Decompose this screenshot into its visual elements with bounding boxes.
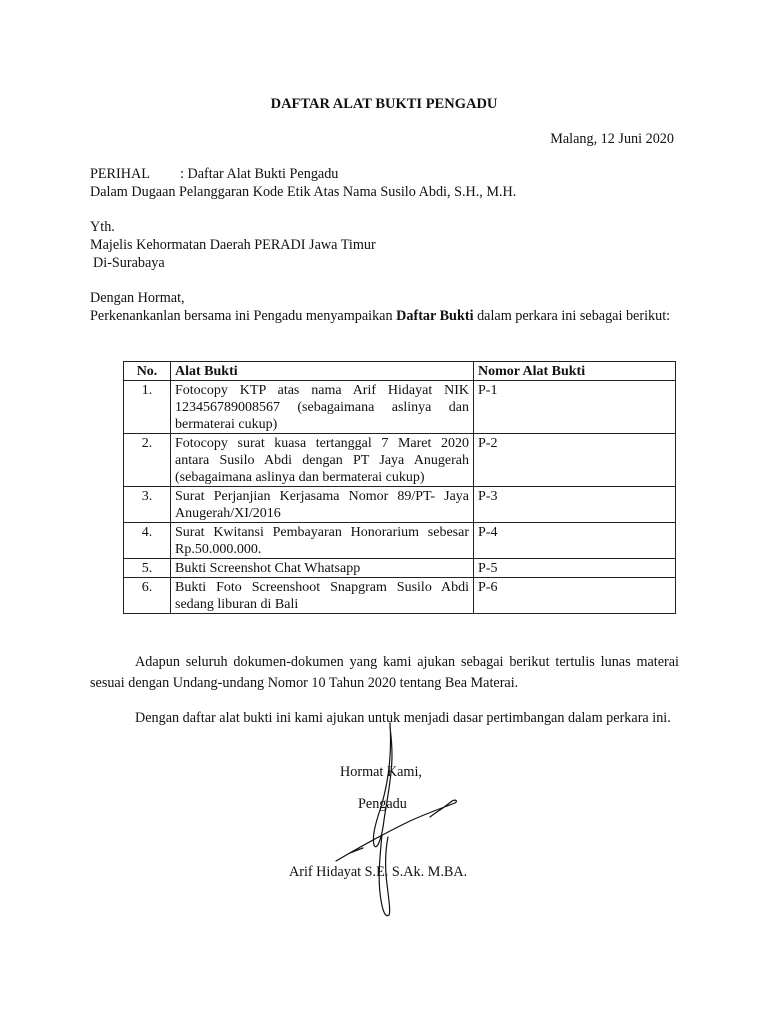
row-evidence: Fotocopy surat kuasa tertanggal 7 Maret 2020 antara Susilo Abdi dengan PT Jaya Anugerah (sebagaimana aslinya dan bermaterai cukup) (171, 434, 474, 487)
row-evidence: Surat Perjanjian Kerjasama Nomor 89/PT- Jaya Anugerah/XI/2016 (171, 487, 474, 523)
stamp-duty-paragraph: Adapun seluruh dokumen-dokumen yang kami ajukan sebagai berikut tertulis lunas materai sesuai dengan Undang-undang Nomor 10 Tahun 2020 tentang Bea Materai. (90, 654, 679, 691)
closing-salutation: Hormat Kami, (340, 764, 422, 780)
intro-text-start: Perkenankanlan bersama ini Pengadu menyampaikan (90, 308, 397, 324)
row-number: 2. (124, 434, 171, 487)
row-number: 3. (124, 487, 171, 523)
table-header-row (124, 362, 676, 381)
table-row (124, 434, 676, 487)
signature-loop-stroke (373, 723, 392, 847)
handwritten-signature (330, 715, 470, 925)
row-evidence: Bukti Screenshot Chat Whatsapp (171, 559, 474, 578)
row-evidence: Fotocopy KTP atas nama Arif Hidayat NIK 123456789008567 (sebagaimana aslinya dan bermaterai cukup) (171, 381, 474, 434)
row-number: 6. (124, 578, 171, 614)
table-row (124, 559, 676, 578)
recipient-salutation: Yth. (90, 219, 115, 235)
perihal-label: PERIHAL (90, 166, 150, 182)
row-evidence: Surat Kwitansi Pembayaran Honorarium sebesar Rp.50.000.000. (171, 523, 474, 559)
document-title: DAFTAR ALAT BUKTI PENGADU (270, 96, 498, 112)
row-evidence-code: P-3 (474, 487, 676, 523)
recipient-name: Majelis Kehormatan Daerah PERADI Jawa Timur (90, 237, 376, 253)
closing-paragraph: Dengan daftar alat bukti ini kami ajukan untuk menjadi dasar pertimbangan dalam perkara ini. (135, 710, 671, 726)
header-nomor-alat-bukti: Nomor Alat Bukti (474, 362, 676, 381)
row-evidence: Bukti Foto Screenshoot Snapgram Susilo Abdi sedang liburan di Bali (171, 578, 474, 614)
row-evidence-code: P-5 (474, 559, 676, 578)
row-number: 1. (124, 381, 171, 434)
header-alat-bukti: Alat Bukti (171, 362, 474, 381)
evidence-table (123, 361, 676, 614)
intro-text-bold: Daftar Bukti (396, 308, 474, 324)
row-evidence-code: P-4 (474, 523, 676, 559)
recipient-location: Di-Surabaya (93, 255, 165, 271)
row-evidence-code: P-1 (474, 381, 676, 434)
intro-text-end: dalam perkara ini sebagai berikut: (473, 308, 671, 324)
table-row (124, 578, 676, 614)
table-row (124, 381, 676, 434)
row-evidence-code: P-6 (474, 578, 676, 614)
signature-tail-stroke (379, 835, 389, 916)
signer-role: Pengadu (358, 796, 407, 812)
table-row (124, 523, 676, 559)
row-number: 5. (124, 559, 171, 578)
row-evidence-code: P-2 (474, 434, 676, 487)
table-row (124, 487, 676, 523)
perihal-subject: Dalam Dugaan Pelanggaran Kode Etik Atas Nama Susilo Abdi, S.H., M.H. (90, 184, 517, 200)
signer-name: Arif Hidayat S.E. S.Ak. M.BA. (289, 864, 468, 880)
perihal-value: : Daftar Alat Bukti Pengadu (180, 166, 339, 182)
intro-paragraph (90, 307, 679, 325)
header-no: No. (124, 362, 171, 381)
place-date: Malang, 12 Juni 2020 (550, 131, 674, 147)
row-number: 4. (124, 523, 171, 559)
greeting: Dengan Hormat, (90, 290, 185, 306)
